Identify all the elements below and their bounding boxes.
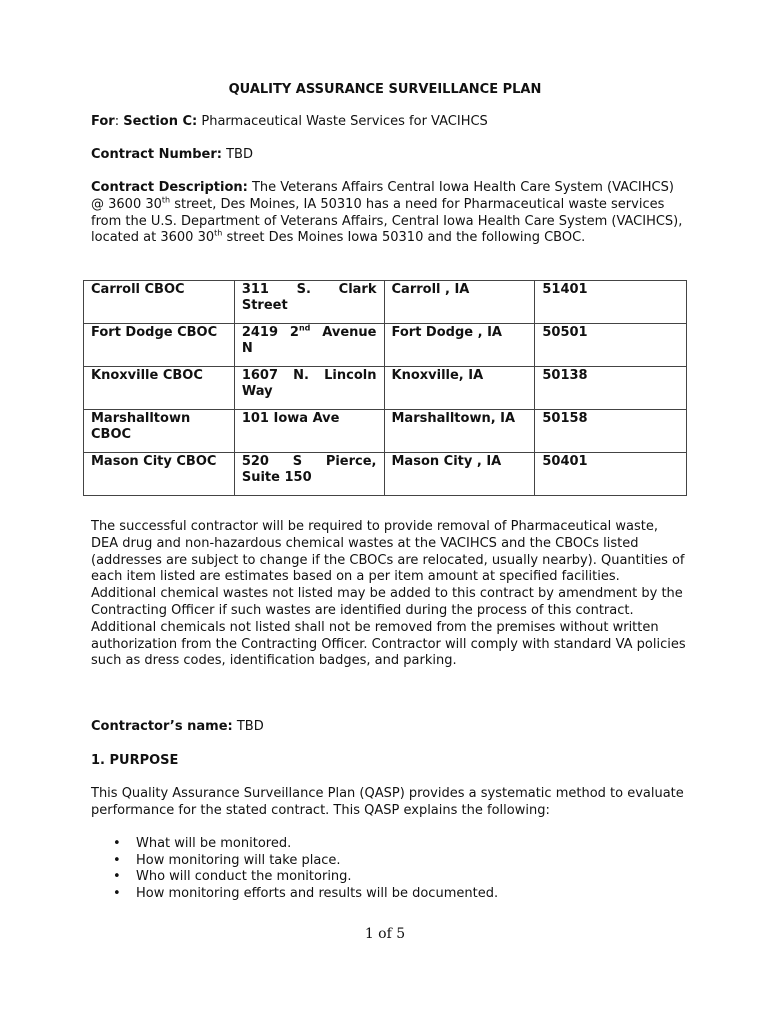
- cboc-zip-cell: 50138: [535, 367, 687, 410]
- cboc-zip-cell: 50501: [535, 324, 687, 367]
- cboc-address-rest: Avenue N: [241, 325, 377, 356]
- table-row: [84, 324, 687, 367]
- list-item: [113, 836, 498, 853]
- cboc-name-cell: Marshalltown CBOC: [84, 410, 235, 453]
- cboc-address: 2419 2: [241, 325, 299, 340]
- cboc-address: 311 S. Clark Street: [241, 282, 377, 313]
- cboc-table-body: [84, 281, 687, 496]
- cboc-address: 1607 N. Lincoln Way: [241, 368, 377, 399]
- table-row: [84, 281, 687, 324]
- bullet-text: Who will conduct the monitoring.: [136, 869, 352, 885]
- bullet-text: How monitoring efforts and results will be documented.: [136, 886, 499, 902]
- cboc-city-cell: Marshalltown, IA: [384, 410, 535, 453]
- bullet-icon: •: [113, 869, 121, 885]
- table-row: [84, 453, 687, 496]
- purpose-heading: 1. PURPOSE: [91, 753, 179, 768]
- cboc-name-cell: Mason City CBOC: [84, 453, 235, 496]
- for-colon: :: [114, 114, 124, 129]
- cboc-table: [83, 280, 687, 496]
- cboc-name-cell: Knoxville CBOC: [84, 367, 235, 410]
- cboc-address-sup: nd: [298, 323, 311, 333]
- for-line: [91, 114, 691, 131]
- cboc-zip-cell: 50158: [535, 410, 687, 453]
- cboc-city-cell: Mason City , IA: [384, 453, 535, 496]
- description-part1: The Veterans Affairs Central Iowa Health Care System (VACIHCS) @ 3600 30: [91, 180, 674, 212]
- contract-number-line: [91, 147, 691, 164]
- section-label: Section C:: [123, 114, 198, 129]
- contractor-name-line: [91, 719, 691, 736]
- table-row: [84, 367, 687, 410]
- bullet-icon: •: [113, 852, 121, 868]
- contract-number-label: Contract Number:: [91, 147, 222, 162]
- cboc-city-cell: Fort Dodge , IA: [384, 324, 535, 367]
- section-value: Pharmaceutical Waste Services for VACIHCS: [197, 114, 488, 129]
- cboc-name-cell: Fort Dodge CBOC: [84, 324, 235, 367]
- contract-number-value: TBD: [221, 147, 253, 162]
- list-item: [113, 869, 498, 886]
- requirements-paragraph: The successful contractor will be required to provide removal of Pharmaceutical waste, DEA drug and non-hazardous chemical wastes at the VACIHCS and the CBOCs listed (addresses are subject to change if the CBOCs are relocated, usually nearby). Quantities of each item listed are estimates based on a per item amount at specified facilities. Additional chemical wastes not listed may be added to this contract by amendment by the Contracting Officer if such wastes are identified during the process of this contract. Additional chemicals not listed shall not be removed from the premises without written authorization from the Contracting Officer. Contractor will comply with standard VA policies such as dress codes, identification badges, and parking.: [91, 519, 686, 669]
- list-item: [113, 853, 498, 870]
- purpose-paragraph: This Quality Assurance Surveillance Plan (QASP) provides a systematic method to evaluate performance for the stated contract. This QASP explains the following:: [91, 786, 684, 818]
- purpose-bullet-list: [113, 836, 498, 903]
- bullet-icon: •: [113, 886, 121, 902]
- bullet-text: How monitoring will take place.: [136, 852, 341, 868]
- cboc-city-cell: Knoxville, IA: [384, 367, 535, 410]
- for-label: For: [91, 114, 115, 129]
- page-number: 1 of 5: [364, 926, 406, 942]
- description-part2: street, Des Moines, IA 50310 has a need for Pharmaceutical waste services from the U.S. Department of Veterans Affairs, Central Iowa Health Care System (VACIHCS), located at 3600 30: [91, 196, 683, 246]
- table-row: [84, 410, 687, 453]
- contract-description: [91, 180, 686, 247]
- cboc-address: 520 S Pierce, Suite 150: [241, 454, 377, 485]
- cboc-address-cell: [234, 324, 384, 367]
- contractor-name-label: Contractor’s name:: [91, 719, 233, 734]
- description-sup1: th: [161, 195, 171, 205]
- cboc-name-cell: Carroll CBOC: [84, 281, 235, 324]
- contractor-name-value: TBD: [232, 719, 264, 734]
- document-title: QUALITY ASSURANCE SURVEILLANCE PLAN: [228, 82, 542, 97]
- bullet-icon: •: [113, 836, 121, 851]
- cboc-address-cell: [234, 367, 384, 410]
- cboc-city-cell: Carroll , IA: [384, 281, 535, 324]
- cboc-address-cell: [234, 410, 384, 453]
- cboc-address-cell: [234, 453, 384, 496]
- description-sup2: th: [214, 229, 223, 239]
- cboc-address-cell: [234, 281, 384, 324]
- description-label: Contract Description:: [91, 180, 248, 195]
- description-part3: street Des Moines Iowa 50310 and the following CBOC.: [222, 230, 586, 246]
- list-item: [113, 886, 498, 903]
- cboc-address: 101 Iowa Ave: [241, 411, 340, 426]
- cboc-zip-cell: 50401: [535, 453, 687, 496]
- bullet-text: What will be monitored.: [136, 836, 292, 851]
- cboc-zip-cell: 51401: [535, 281, 687, 324]
